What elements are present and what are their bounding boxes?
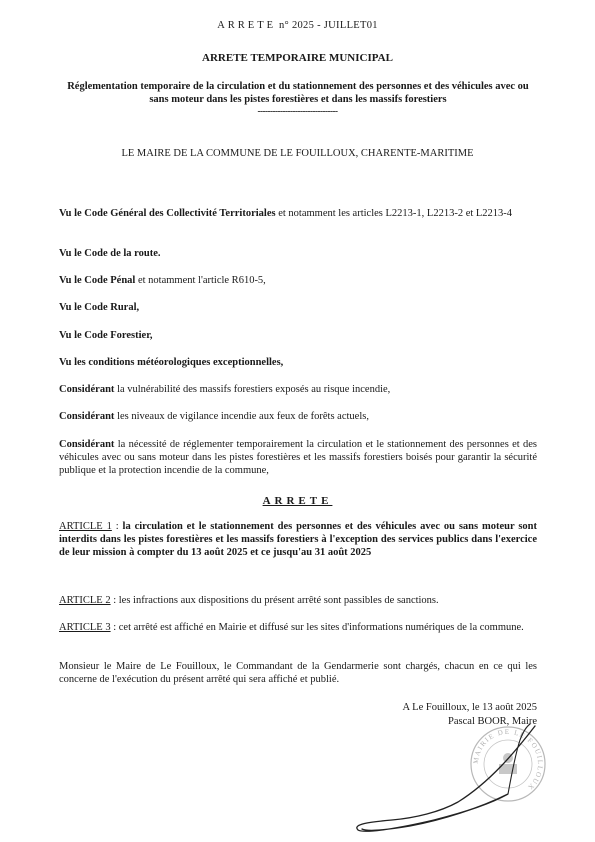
article-text: les infractions aux dispositions du présent arrêté sont passibles de sanctions.	[118, 595, 439, 606]
consideration-lead: Vu le Code Rural,	[59, 302, 140, 313]
consideration-text: et notamment les articles L2213-1, L2213-2 et L2213-4	[275, 208, 513, 219]
consideration-text: les niveaux de vigilance incendie aux feux de forêts actuels,	[114, 411, 369, 422]
article-1	[59, 520, 537, 559]
arrete-heading: ARRETE	[262, 495, 333, 507]
consideration-item	[59, 207, 537, 220]
consideration-lead: Considérant	[59, 439, 115, 450]
article-label: ARTICLE 1	[59, 521, 112, 532]
decree-reference	[0, 20, 595, 31]
article-label: ARTICLE 3	[59, 622, 111, 633]
article-separator: :	[110, 595, 119, 606]
consideration-text: la vulnérabilité des massifs forestiers exposés au risque incendie,	[114, 384, 391, 395]
mayor-heading: LE MAIRE DE LA COMMUNE DE LE FOUILLOUX, CHARENTE-MARITIME	[121, 148, 474, 159]
document-subtitle: Réglementation temporaire de la circulation et du stationnement des personnes et des véhicules avec ou sans moteur dans les pistes forestières et dans les massifs forestiers	[67, 81, 529, 105]
svg-text:MAIRIE DE LE FOUILLOUX: MAIRIE DE LE FOUILLOUX	[471, 727, 545, 793]
signature-place-date: A Le Fouilloux, le 13 août 2025	[402, 702, 537, 713]
consideration-text: et notamment l'article R610-5,	[135, 275, 266, 286]
consideration-text: la nécessité de réglementer temporairement la circulation et le stationnement des personnes et des véhicules avec ou sans moteur dans les pistes forestières et les massifs forestiers boisés pour garantir la sécurité publique et la protection incendie de la commune,	[59, 439, 537, 476]
consideration-item	[59, 438, 537, 477]
consideration-lead: Vu les conditions météorologiques exceptionnelles,	[59, 357, 284, 368]
consideration-lead: Vu le Code Pénal	[59, 275, 136, 286]
separator-dashes: --------------------------------	[257, 106, 338, 116]
consideration-item	[59, 301, 537, 314]
consideration-item	[59, 247, 537, 260]
consideration-item	[59, 410, 537, 423]
article-separator: :	[110, 622, 119, 633]
decree-reference-number: n° 2025 - JUILLET01	[278, 20, 378, 31]
article-text: cet arrêté est affiché en Mairie et diffusé sur les sites d'informations numériques de la commune.	[118, 622, 524, 633]
article-separator: :	[111, 521, 123, 532]
consideration-lead: Considérant	[59, 411, 115, 422]
article-2	[59, 594, 537, 607]
consideration-item	[59, 356, 537, 369]
article-text: la circulation et le stationnement des personnes et des véhicules avec ou sans moteur sont interdits dans les pistes forestières et les massifs forestiers à l'exception des services publics dans l'exercice de leur mission à compter du 13 août 2025 et ce jusqu'au 31 août 2025	[59, 521, 538, 558]
consideration-lead: Vu le Code Général des Collectivité Territoriales	[59, 208, 276, 219]
closing-paragraph: Monsieur le Maire de Le Fouilloux, le Commandant de la Gendarmerie sont chargés, chacun en ce qui les concerne de l'exécution du présent arrêté qui sera affiché et publié.	[59, 661, 537, 685]
consideration-item	[59, 274, 537, 287]
consideration-lead: Vu le Code de la route.	[59, 248, 161, 259]
decree-reference-word: ARRETE	[217, 20, 277, 31]
article-label: ARTICLE 2	[59, 595, 111, 606]
article-3	[59, 621, 537, 634]
consideration-lead: Considérant	[59, 384, 115, 395]
signature-name: Pascal BOOR, Maire	[448, 716, 537, 727]
consideration-lead: Vu le Code Forestier,	[59, 330, 153, 341]
document-title: ARRETE TEMPORAIRE MUNICIPAL	[202, 52, 393, 64]
consideration-item	[59, 383, 537, 396]
consideration-item	[59, 329, 537, 342]
handwritten-signature	[330, 712, 550, 837]
